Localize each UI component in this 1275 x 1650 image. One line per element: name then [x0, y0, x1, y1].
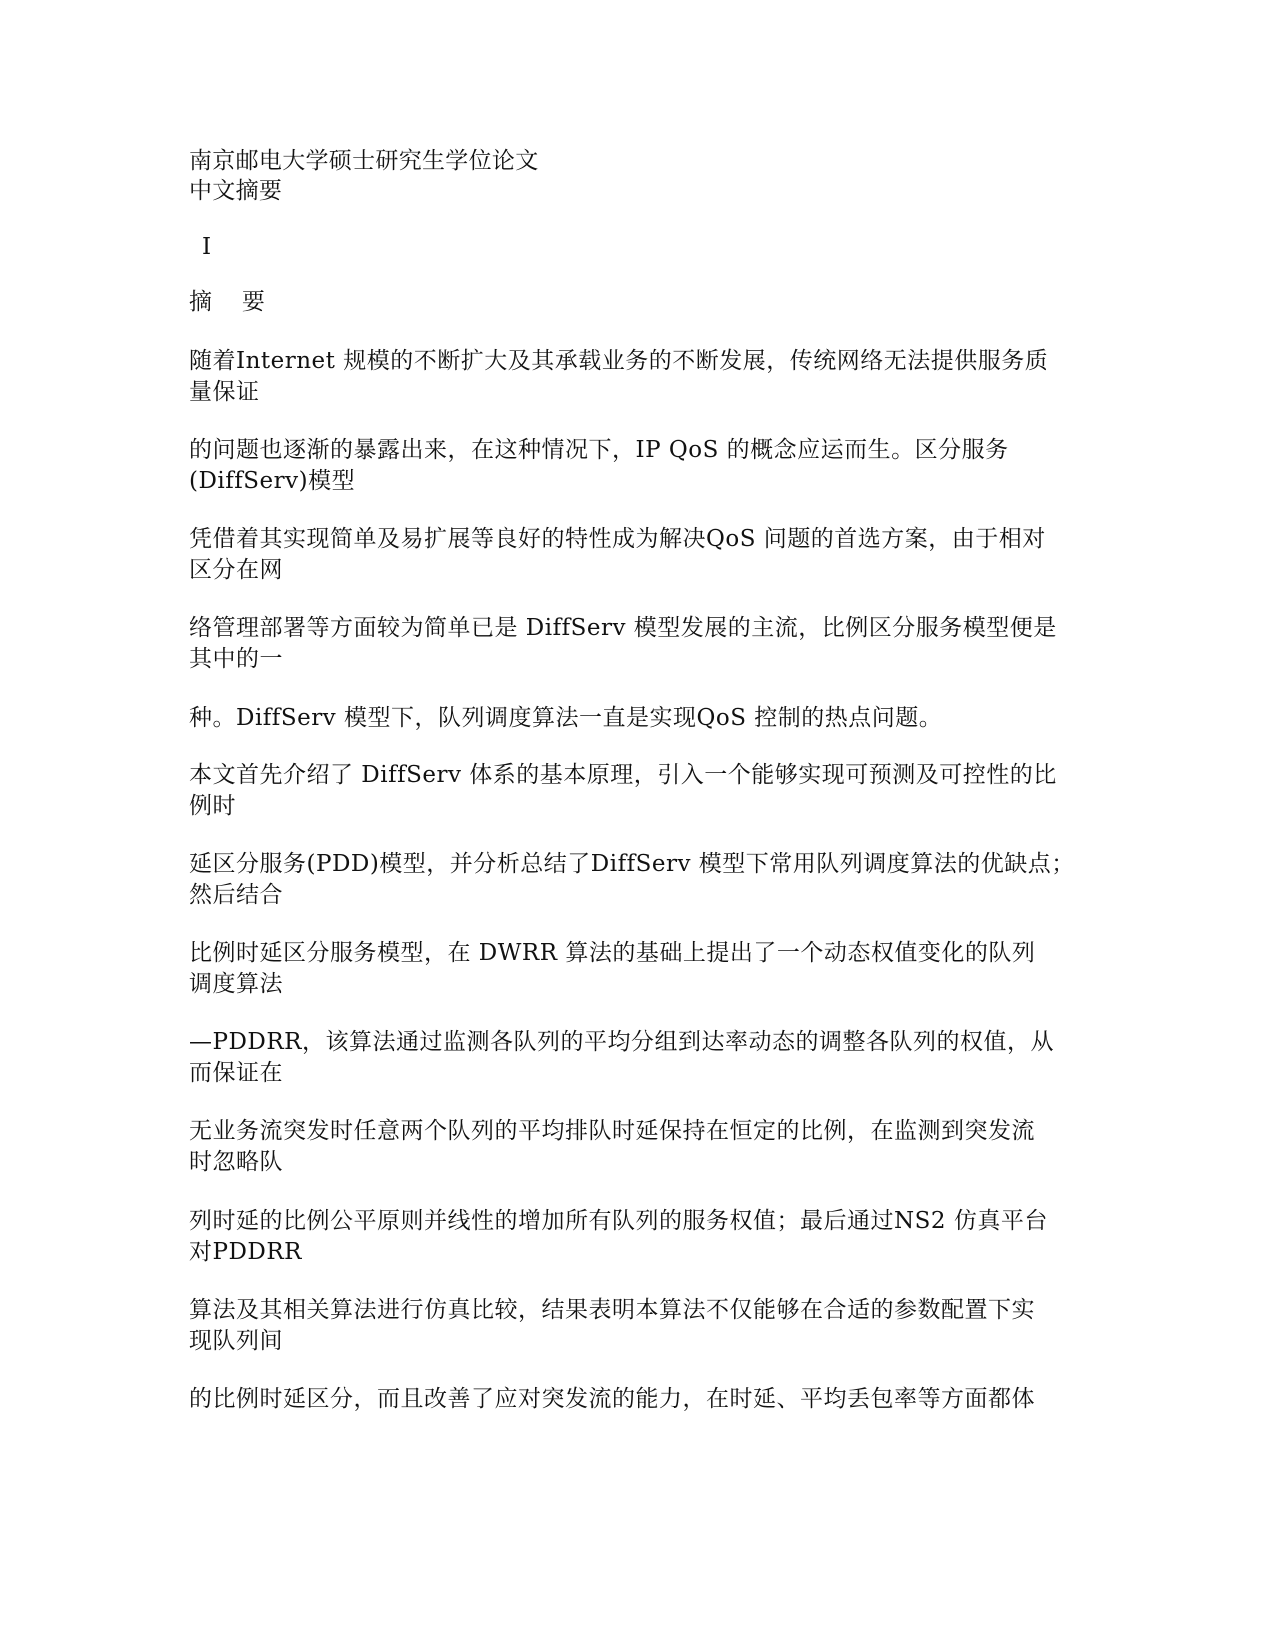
paragraph-line: 的比例时延区分，而且改善了应对突发流的能力，在时延、平均丢包率等方面都体 — [189, 1386, 1035, 1412]
section-name: 中文摘要 — [189, 178, 283, 204]
paragraph-line: —PDDRR，该算法通过监测各队列的平均分组到达率动态的调整各队列的权值，从 — [189, 1029, 1054, 1055]
paragraph-line: 本文首先介绍了 DiffServ 体系的基本原理，引入一个能够实现可预测及可控性的比 — [189, 762, 1057, 788]
paragraph-line: 例时 — [189, 793, 236, 819]
paragraph-line: 而保证在 — [189, 1060, 283, 1086]
paragraph-line: 然后结合 — [189, 882, 283, 908]
abstract-paragraph — [189, 938, 1109, 1000]
paragraph-line: 现队列间 — [189, 1328, 283, 1354]
paragraph-line: 对PDDRR — [189, 1239, 302, 1265]
abstract-paragraph — [189, 524, 1109, 586]
abstract-paragraph — [189, 613, 1109, 675]
abstract-heading: 摘 要 — [189, 289, 266, 315]
paragraph-line: 算法及其相关算法进行仿真比较，结果表明本算法不仅能够在合适的参数配置下实 — [189, 1297, 1035, 1323]
paragraph-line: 络管理部署等方面较为简单已是 DiffServ 模型发展的主流，比例区分服务模型便是 — [189, 615, 1057, 641]
paragraph-line: 列时延的比例公平原则并线性的增加所有队列的服务权值；最后通过NS2 仿真平台 — [189, 1208, 1048, 1234]
abstract-paragraph — [189, 760, 1109, 822]
university-title: 南京邮电大学硕士研究生学位论文 — [189, 148, 539, 174]
abstract-paragraph — [189, 703, 1109, 734]
paragraph-line: 量保证 — [189, 379, 260, 405]
abstract-paragraph — [189, 1295, 1109, 1357]
paragraph-line: 种。DiffServ 模型下，队列调度算法一直是实现QoS 控制的热点问题。 — [189, 705, 943, 731]
paragraph-line: 调度算法 — [189, 971, 283, 997]
abstract-paragraph — [189, 435, 1109, 497]
paragraph-line: 延区分服务(PDD)模型，并分析总结了DiffServ 模型下常用队列调度算法的优缺点； — [189, 851, 1075, 877]
paragraph-line: 无业务流突发时任意两个队列的平均排队时延保持在恒定的比例，在监测到突发流 — [189, 1118, 1035, 1144]
abstract-paragraph — [189, 1116, 1109, 1178]
abstract-paragraph — [189, 1027, 1109, 1089]
abstract-paragraph — [189, 346, 1109, 408]
paragraph-line: 区分在网 — [189, 557, 283, 583]
page-number: I — [202, 234, 212, 260]
abstract-paragraph — [189, 849, 1109, 911]
paragraph-line: 凭借着其实现简单及易扩展等良好的特性成为解决QoS 问题的首选方案，由于相对 — [189, 526, 1046, 552]
abstract-paragraph — [189, 1384, 1109, 1415]
paragraph-line: 的问题也逐渐的暴露出来，在这种情况下，IP QoS 的概念应运而生。区分服务 — [189, 437, 1009, 463]
paragraph-line: (DiffServ)模型 — [189, 468, 356, 494]
paragraph-line: 时忽略队 — [189, 1149, 283, 1175]
paragraph-line: 比例时延区分服务模型，在 DWRR 算法的基础上提出了一个动态权值变化的队列 — [189, 940, 1036, 966]
paragraph-line: 其中的一 — [189, 646, 283, 672]
abstract-paragraph — [189, 1206, 1109, 1268]
paragraph-line: 随着Internet 规模的不断扩大及其承载业务的不断发展，传统网络无法提供服务质 — [189, 348, 1049, 374]
